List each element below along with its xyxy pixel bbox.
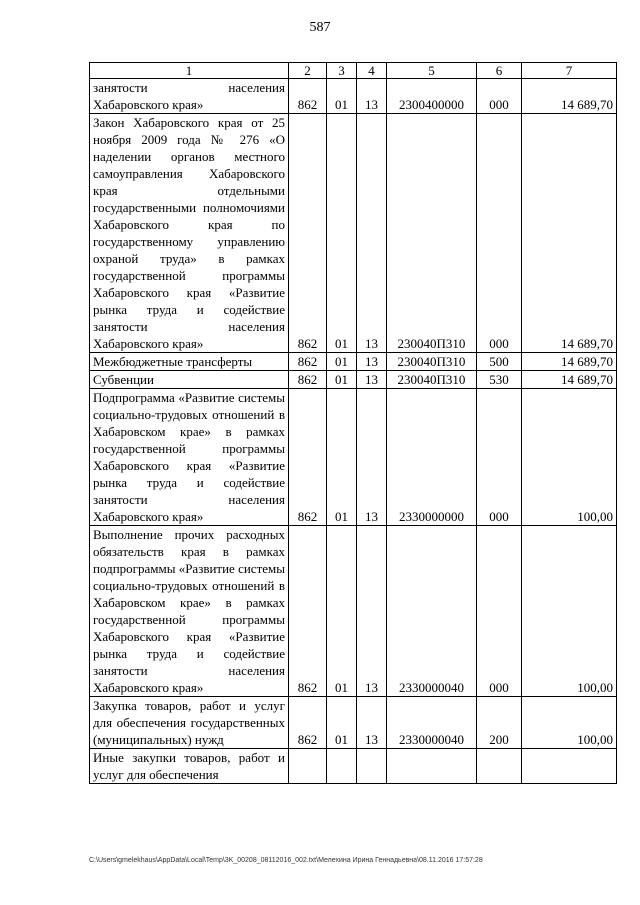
ministry-code: 862 bbox=[289, 371, 327, 389]
target-code: 230040П310 bbox=[387, 114, 477, 353]
table-row bbox=[90, 389, 617, 526]
page-number: 587 bbox=[309, 20, 331, 35]
section-code: 01 bbox=[327, 353, 357, 371]
item-name: Иные закупки товаров, работ и услуг для обеспечения bbox=[93, 750, 285, 782]
table-row bbox=[90, 371, 617, 389]
expense-type-code: 000 bbox=[477, 79, 522, 114]
item-name-cell bbox=[90, 371, 289, 389]
target-code: 230040П310 bbox=[387, 371, 477, 389]
item-name-cell bbox=[90, 697, 289, 749]
column-header-6: 6 bbox=[477, 63, 522, 79]
ministry-code: 862 bbox=[289, 526, 327, 697]
item-name: Субвенции bbox=[93, 372, 154, 387]
table-row bbox=[90, 353, 617, 371]
item-name-cell bbox=[90, 749, 289, 784]
expense-type-code: 500 bbox=[477, 353, 522, 371]
section-code: 01 bbox=[327, 526, 357, 697]
amount: 14 689,70 bbox=[522, 353, 617, 371]
column-header-2: 2 bbox=[289, 63, 327, 79]
expense-type-code bbox=[477, 749, 522, 784]
subsection-code: 13 bbox=[357, 353, 387, 371]
table-row bbox=[90, 697, 617, 749]
expense-type-code: 000 bbox=[477, 389, 522, 526]
amount: 14 689,70 bbox=[522, 371, 617, 389]
item-name: Закон Хабаровского края от 25 ноября 2009 года № 276 «О наделении органов местного самоуправления Хабаровского края отдельными государственными полномочиями Хабаровского края по государственному управлению охраной труда» в рамках государственной программы Хабаровского края «Развитие рынка труда и содействие занятости населения Хабаровского края» bbox=[93, 115, 285, 351]
amount: 100,00 bbox=[522, 389, 617, 526]
ministry-code: 862 bbox=[289, 389, 327, 526]
budget-table bbox=[89, 62, 617, 784]
target-code: 2330000040 bbox=[387, 697, 477, 749]
subsection-code: 13 bbox=[357, 371, 387, 389]
target-code: 2330000000 bbox=[387, 389, 477, 526]
target-code: 2300400000 bbox=[387, 79, 477, 114]
amount: 100,00 bbox=[522, 526, 617, 697]
table-row bbox=[90, 526, 617, 697]
expense-type-code: 000 bbox=[477, 526, 522, 697]
column-header-1: 1 bbox=[90, 63, 289, 79]
item-name-cell bbox=[90, 389, 289, 526]
amount: 14 689,70 bbox=[522, 79, 617, 114]
ministry-code bbox=[289, 749, 327, 784]
subsection-code: 13 bbox=[357, 697, 387, 749]
item-name-cell bbox=[90, 114, 289, 353]
ministry-code: 862 bbox=[289, 697, 327, 749]
subsection-code: 13 bbox=[357, 79, 387, 114]
expense-type-code: 000 bbox=[477, 114, 522, 353]
column-header-7: 7 bbox=[522, 63, 617, 79]
item-name-cell bbox=[90, 353, 289, 371]
subsection-code bbox=[357, 749, 387, 784]
section-code: 01 bbox=[327, 114, 357, 353]
expense-type-code: 200 bbox=[477, 697, 522, 749]
section-code: 01 bbox=[327, 389, 357, 526]
target-code: 230040П310 bbox=[387, 353, 477, 371]
section-code bbox=[327, 749, 357, 784]
item-name: Закупка товаров, работ и услуг для обеспечения государственных (муниципальных) нужд bbox=[93, 698, 285, 747]
column-header-3: 3 bbox=[327, 63, 357, 79]
item-name: занятости населения Хабаровского края» bbox=[93, 80, 285, 112]
section-code: 01 bbox=[327, 697, 357, 749]
expense-type-code: 530 bbox=[477, 371, 522, 389]
column-header-5: 5 bbox=[387, 63, 477, 79]
subsection-code: 13 bbox=[357, 526, 387, 697]
subsection-code: 13 bbox=[357, 114, 387, 353]
table-row bbox=[90, 114, 617, 353]
amount bbox=[522, 749, 617, 784]
item-name: Подпрограмма «Развитие системы социально-трудовых отношений в Хабаровском крае» в рамках государственной программы Хабаровского края «Развитие рынка труда и содействие занятости населения Хабаровского края» bbox=[93, 390, 285, 524]
table-header-row bbox=[90, 63, 617, 79]
item-name: Межбюджетные трансферты bbox=[93, 354, 253, 369]
ministry-code: 862 bbox=[289, 353, 327, 371]
target-code: 2330000040 bbox=[387, 526, 477, 697]
table-row bbox=[90, 749, 617, 784]
ministry-code: 862 bbox=[289, 79, 327, 114]
column-header-4: 4 bbox=[357, 63, 387, 79]
section-code: 01 bbox=[327, 371, 357, 389]
section-code: 01 bbox=[327, 79, 357, 114]
item-name-cell bbox=[90, 526, 289, 697]
item-name-cell bbox=[90, 79, 289, 114]
target-code bbox=[387, 749, 477, 784]
amount: 14 689,70 bbox=[522, 114, 617, 353]
file-path-footer: C:\Users\gmelekhaus\AppData\Local\Temp\3K_00208_08112016_002.txt\Мелехина Ирина Геннадьевна\08.11.2016 17:57:28 bbox=[89, 857, 483, 864]
subsection-code: 13 bbox=[357, 389, 387, 526]
ministry-code: 862 bbox=[289, 114, 327, 353]
table-row bbox=[90, 79, 617, 114]
item-name: Выполнение прочих расходных обязательств края в рамках подпрограммы «Развитие системы социально-трудовых отношений в Хабаровском крае» в рамках государственной программы Хабаровского края «Развитие рынка труда и содействие занятости населения Хабаровского края» bbox=[93, 527, 285, 695]
amount: 100,00 bbox=[522, 697, 617, 749]
